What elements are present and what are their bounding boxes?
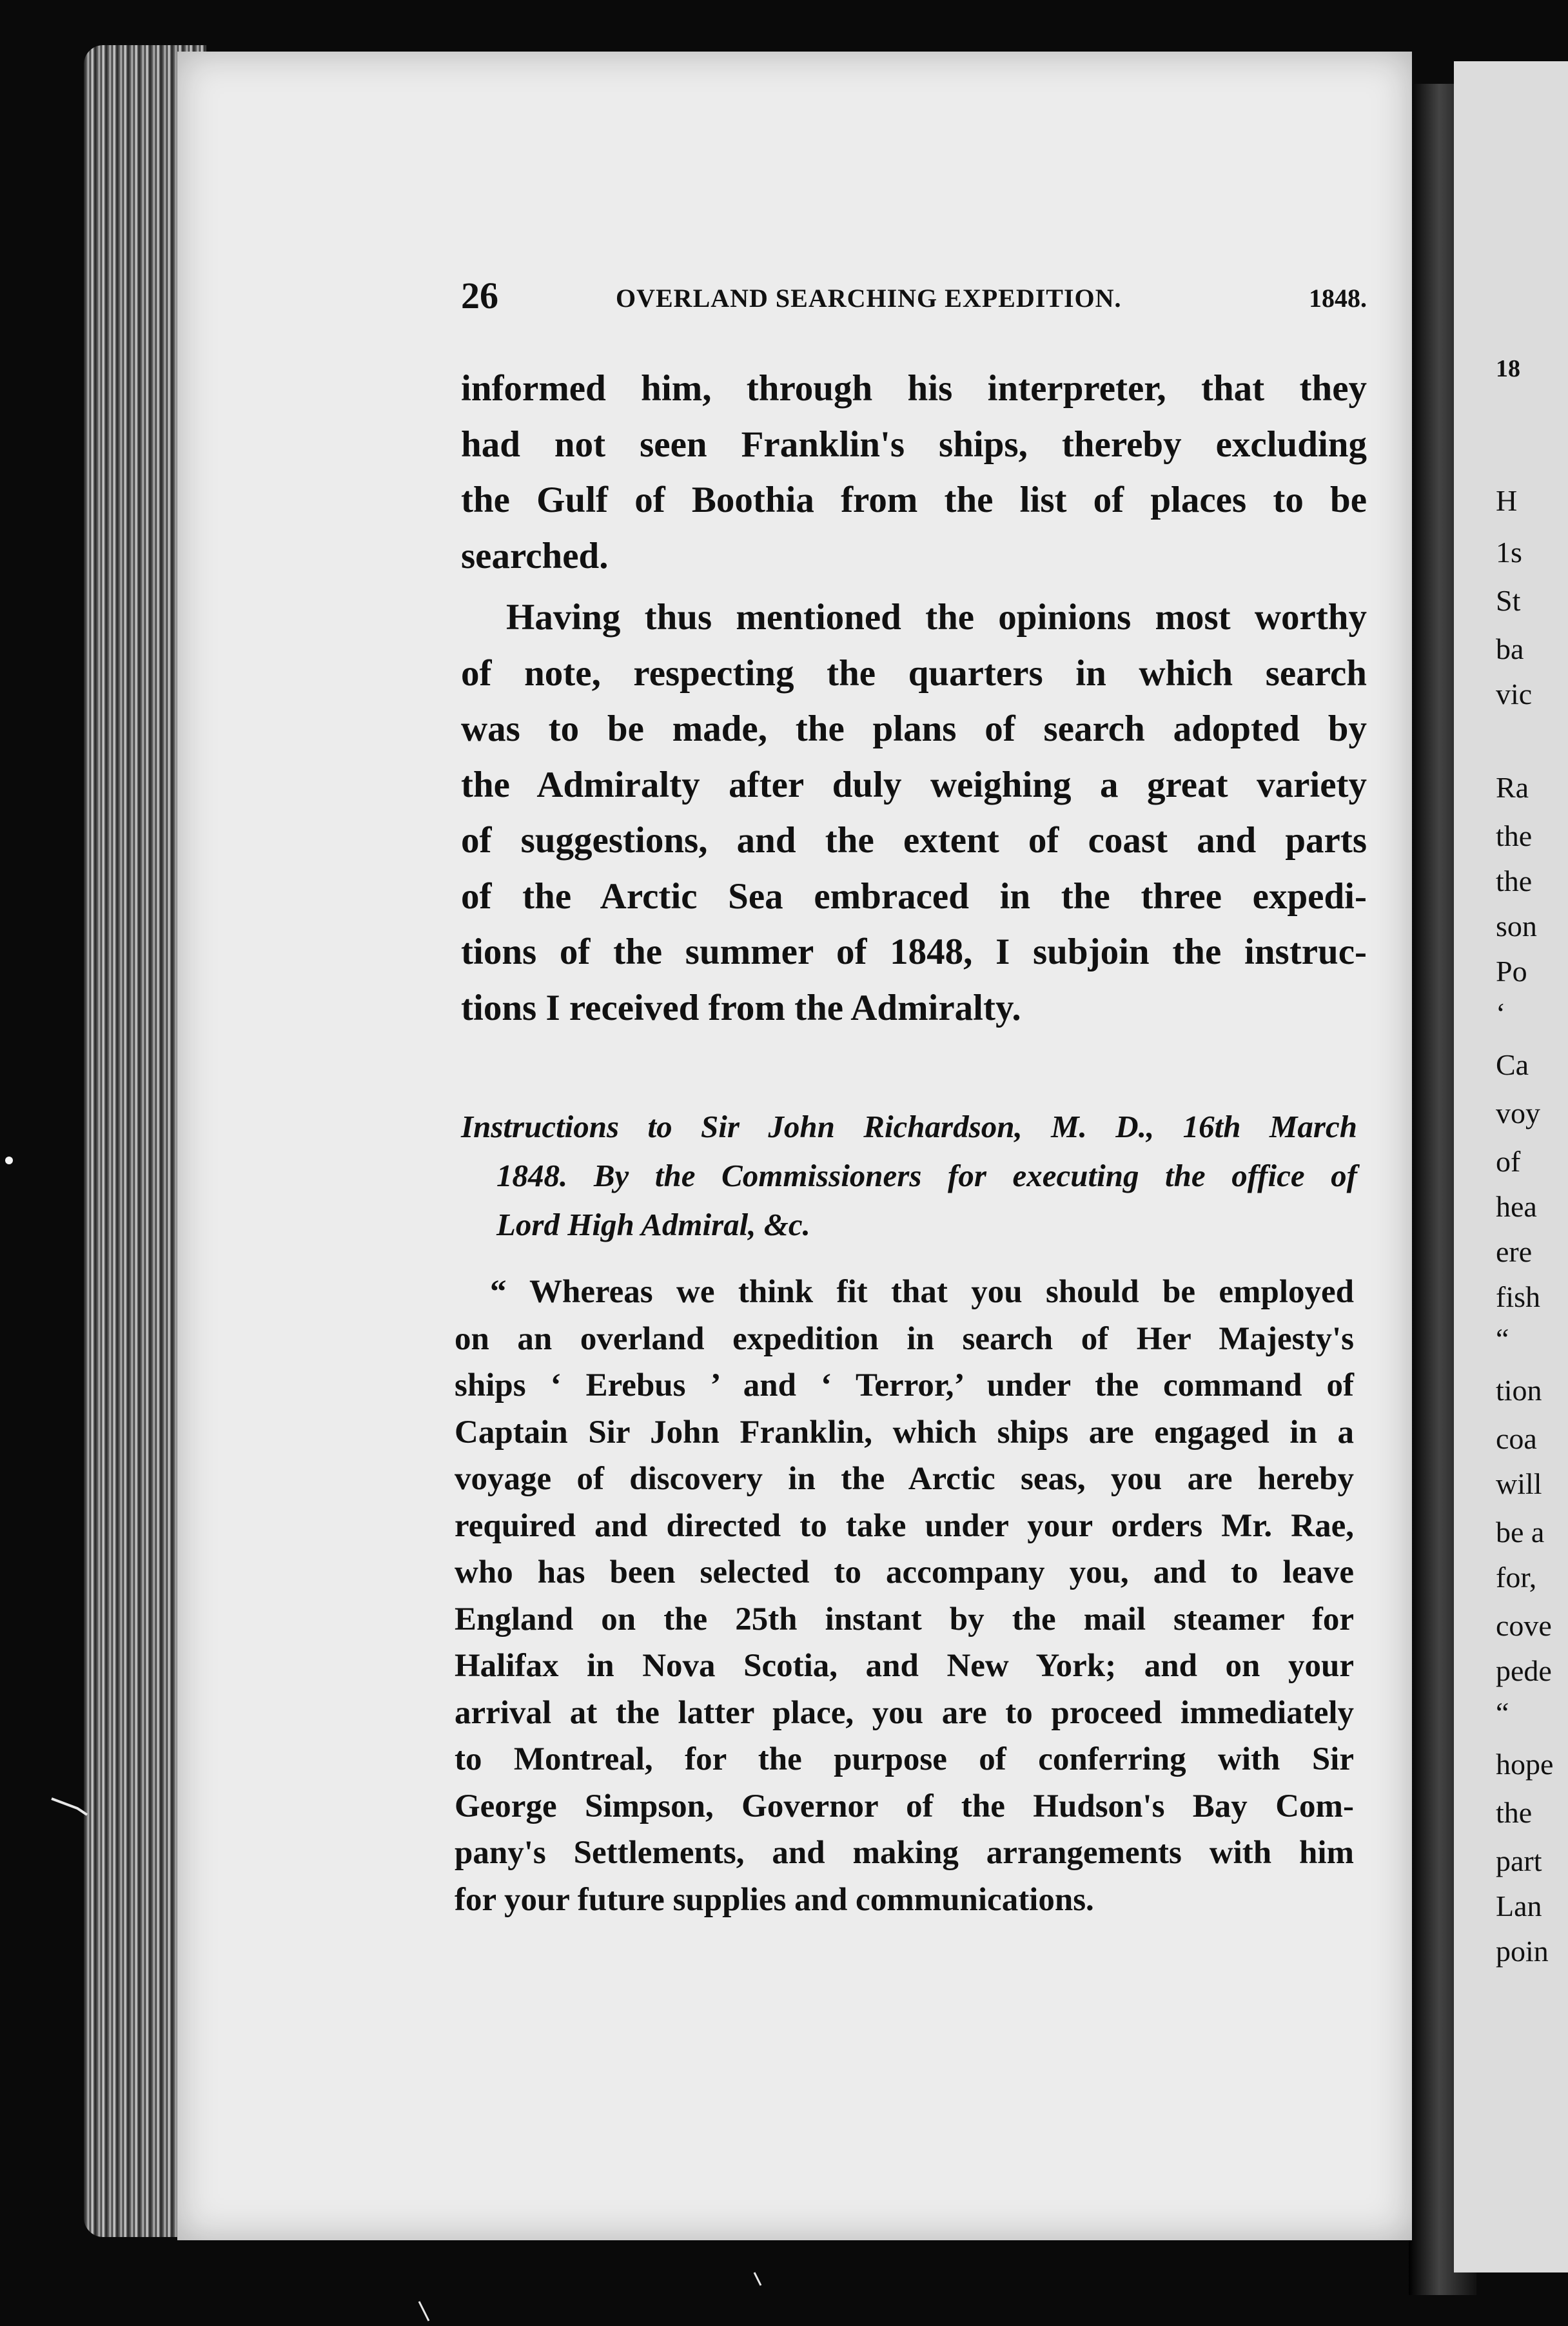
text-line: was to be made, the plans of search adopted by — [461, 709, 1367, 749]
text-line: the Gulf of Boothia from the list of places to be — [461, 480, 1367, 520]
adjacent-line-fragment: son — [1496, 910, 1537, 943]
adjacent-line-fragment: coa — [1496, 1422, 1537, 1455]
adjacent-line-fragment: part — [1496, 1844, 1542, 1877]
letter-line: pany's Settlements, and making arrangements with him — [455, 1835, 1354, 1871]
caption-line: Instructions to Sir John Richardson, M. D., 16th March — [461, 1109, 1357, 1144]
text-line: tions I received from the Admiralty. — [461, 987, 1021, 1028]
letter-line: George Simpson, Governor of the Hudson's Bay Com- — [455, 1788, 1354, 1824]
letter-line: “ Whereas we think fit that you should be employed — [490, 1274, 1354, 1310]
adjacent-line-fragment: Po — [1496, 955, 1527, 988]
text-line: of suggestions, and the extent of coast and parts — [461, 820, 1367, 861]
scan-speck — [52, 1799, 87, 1815]
text-line: had not seen Franklin's ships, thereby excluding — [461, 424, 1367, 465]
adjacent-line-fragment: fish — [1496, 1280, 1540, 1313]
text-line: of note, respecting the quarters in which search — [461, 652, 1367, 694]
caption-line: 1848. By the Commissioners for executing the office of — [496, 1158, 1357, 1193]
adjacent-line-fragment: “ — [1496, 1696, 1509, 1729]
adjacent-line-fragment: ere — [1496, 1235, 1533, 1268]
letter-line: ships ‘ Erebus ’ and ‘ Terror,’ under the command of — [455, 1367, 1354, 1403]
letter-line: required and directed to take under your orders Mr. Rae, — [455, 1507, 1354, 1544]
letter-line: on an overland expedition in search of Her Majesty's — [455, 1320, 1354, 1357]
text-line: Having thus mentioned the opinions most worthy — [506, 597, 1367, 638]
scan-speck — [419, 2302, 429, 2321]
adjacent-line-fragment: the — [1496, 865, 1533, 897]
adjacent-line-fragment: “ — [1496, 1322, 1509, 1355]
scan-speck — [754, 2272, 761, 2285]
adjacent-line-fragment: H — [1496, 484, 1518, 517]
text-line: informed him, through his interpreter, that they — [461, 368, 1367, 409]
letter-line: Captain Sir John Franklin, which ships are engaged in a — [455, 1414, 1354, 1451]
letter-line: voyage of discovery in the Arctic seas, you are hereby — [455, 1461, 1354, 1497]
page-number: 26 — [461, 275, 498, 317]
letter-line: Halifax in Nova Scotia, and New York; and on your — [455, 1648, 1354, 1684]
adjacent-line-fragment: vic — [1496, 678, 1533, 710]
adjacent-line-fragment: Ca — [1496, 1048, 1529, 1081]
adjacent-line-fragment: 1s — [1496, 536, 1522, 569]
running-year: 1848. — [1309, 284, 1367, 313]
text-line: searched. — [461, 535, 609, 576]
adjacent-line-fragment: for, — [1496, 1561, 1537, 1594]
adjacent-line-fragment: voy — [1496, 1097, 1540, 1129]
letter-line: arrival at the latter place, you are to proceed immediately — [455, 1694, 1354, 1731]
adjacent-line-fragment: the — [1496, 1796, 1533, 1829]
adjacent-page-header-fragment: 18 — [1496, 355, 1520, 382]
adjacent-line-fragment: ba — [1496, 632, 1524, 665]
running-title: OVERLAND SEARCHING EXPEDITION. — [616, 284, 1122, 313]
adjacent-line-fragment: hea — [1496, 1190, 1537, 1223]
text-line: the Admiralty after duly weighing a great variety — [461, 764, 1367, 805]
adjacent-line-fragment: pede — [1496, 1654, 1552, 1687]
adjacent-line-fragment: will — [1496, 1467, 1542, 1500]
text-line: of the Arctic Sea embraced in the three expedi- — [461, 875, 1367, 917]
adjacent-line-fragment: poin — [1496, 1935, 1549, 1968]
scan-speck — [5, 1157, 13, 1164]
adjacent-line-fragment: tion — [1496, 1374, 1542, 1407]
text-line: tions of the summer of 1848, I subjoin the instruc- — [461, 932, 1367, 972]
letter-line: England on the 25th instant by the mail steamer for — [455, 1601, 1354, 1637]
adjacent-line-fragment: hope — [1496, 1748, 1554, 1781]
adjacent-line-fragment: ‘ — [1496, 997, 1506, 1030]
caption-line: Lord High Admiral, &c. — [496, 1207, 810, 1242]
adjacent-line-fragment: St — [1496, 584, 1521, 617]
adjacent-line-fragment: Ra — [1496, 771, 1529, 804]
adjacent-line-fragment: cove — [1496, 1609, 1552, 1642]
letter-line: who has been selected to accompany you, and to leave — [455, 1554, 1354, 1590]
adjacent-line-fragment: of — [1496, 1145, 1521, 1178]
adjacent-line-fragment: be a — [1496, 1516, 1545, 1549]
letter-line: to Montreal, for the purpose of conferring with Sir — [455, 1741, 1354, 1777]
letter-line: for your future supplies and communications. — [455, 1881, 1094, 1918]
adjacent-line-fragment: the — [1496, 819, 1533, 852]
adjacent-line-fragment: Lan — [1496, 1890, 1542, 1922]
